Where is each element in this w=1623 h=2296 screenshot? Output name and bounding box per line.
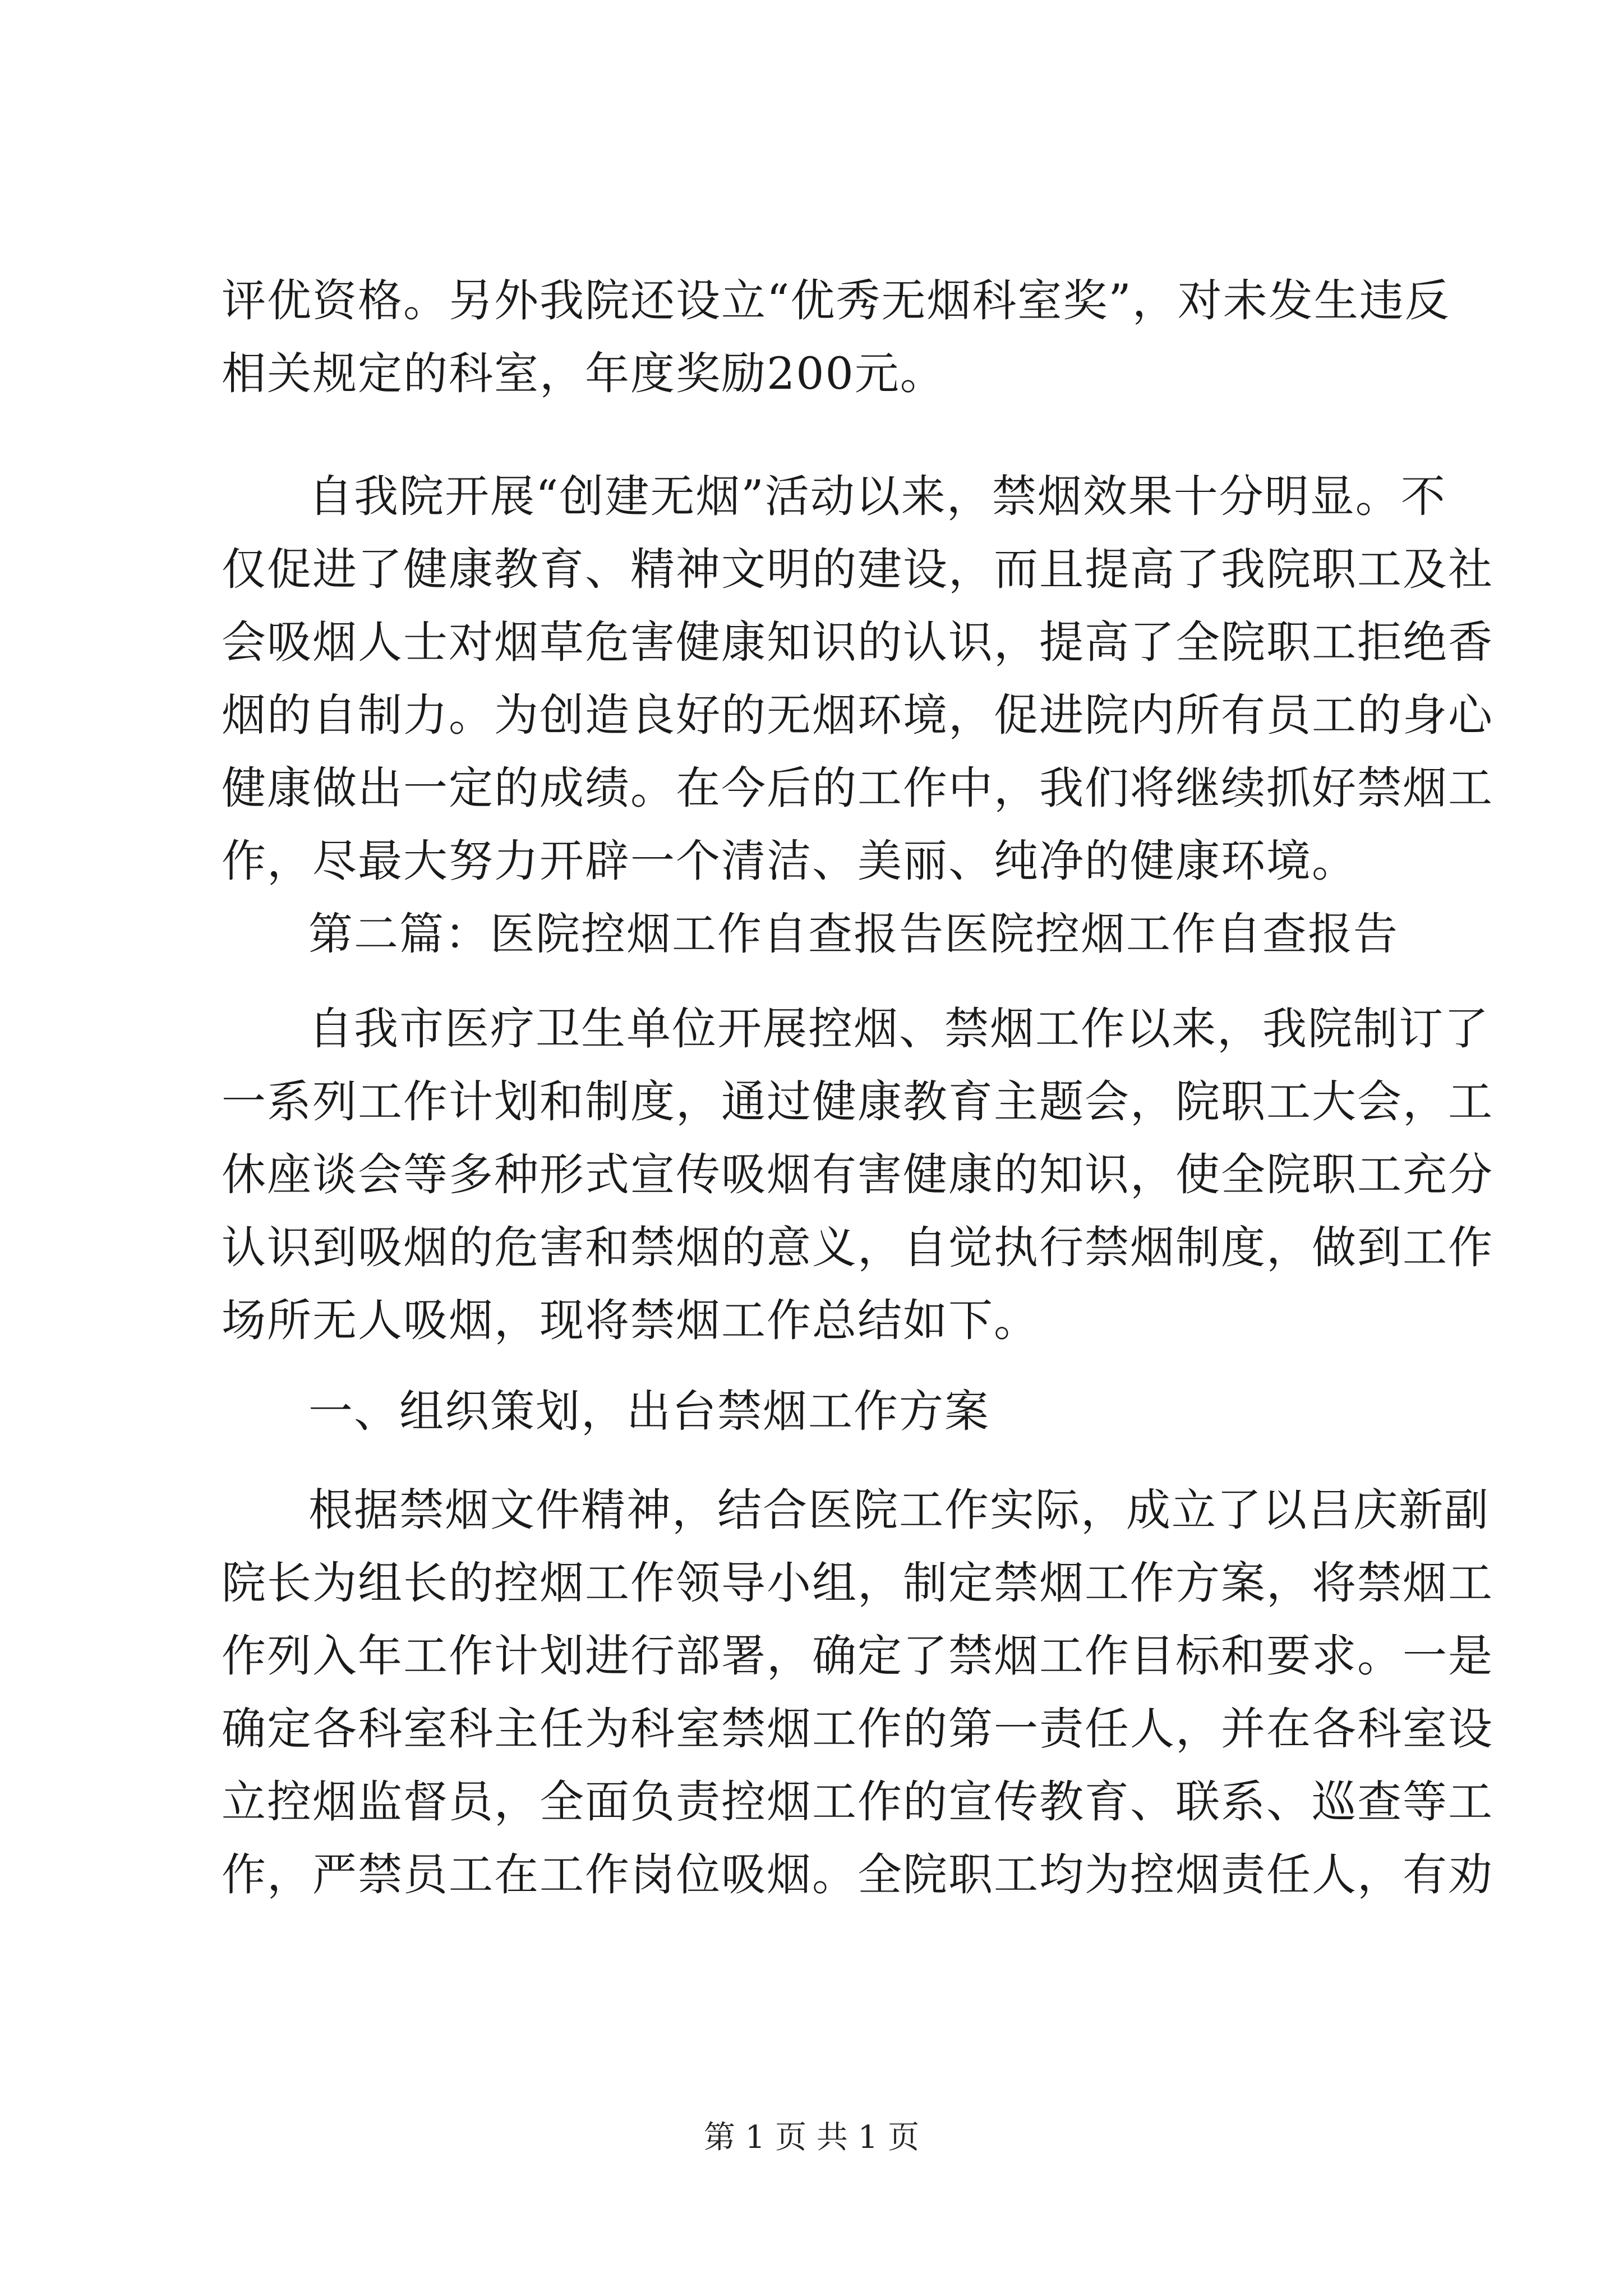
text-line-3: 自我院开展“创建无烟”活动以来，禁烟效果十分明显。不 bbox=[308, 471, 1446, 522]
section-heading: 第二篇：医院控烟工作自查报告医院控烟工作自查报告 bbox=[308, 908, 1399, 960]
page-footer: 第 1 页 共 1 页 bbox=[703, 2119, 920, 2156]
text-line-4: 仅促进了健康教育、精神文明的建设，而且提高了我院职工及社 bbox=[222, 544, 1493, 595]
text-line-10: 自我市医疗卫生单位开展控烟、禁烟工作以来，我院制订了 bbox=[308, 1003, 1490, 1055]
text-line-13: 认识到吸烟的危害和禁烟的意义，自觉执行禁烟制度，做到工作 bbox=[222, 1222, 1493, 1273]
text-line-17: 院长为组长的控烟工作领导小组，制定禁烟工作方案，将禁烟工 bbox=[222, 1557, 1493, 1609]
text-line-21: 作，严禁员工在工作岗位吸烟。全院职工均为控烟责任人，有劝 bbox=[222, 1849, 1493, 1901]
text-line-11: 一系列工作计划和制度，通过健康教育主题会，院职工大会，工 bbox=[222, 1076, 1493, 1128]
text-line-16: 根据禁烟文件精神，结合医院工作实际，成立了以吕庆新副 bbox=[308, 1484, 1490, 1536]
subsection-heading: 一、组织策划，出台禁烟工作方案 bbox=[308, 1386, 990, 1437]
text-line-14: 场所无人吸烟，现将禁烟工作总结如下。 bbox=[222, 1295, 1039, 1346]
text-line-1: 评优资格。另外我院还设立“优秀无烟科室奖”，对未发生违反 bbox=[222, 275, 1450, 326]
text-line-19: 确定各科室科主任为科室禁烟工作的第一责任人，并在各科室设 bbox=[222, 1703, 1493, 1755]
text-line-18: 作列入年工作计划进行部署，确定了禁烟工作目标和要求。一是 bbox=[222, 1630, 1493, 1682]
text-line-6: 烟的自制力。为创造良好的无烟环境，促进院内所有员工的身心 bbox=[222, 689, 1493, 741]
text-line-5: 会吸烟人士对烟草危害健康知识的认识，提高了全院职工拒绝香 bbox=[222, 616, 1493, 668]
text-line-2: 相关规定的科室，年度奖励200元。 bbox=[222, 348, 946, 399]
text-line-7: 健康做出一定的成绩。在今后的工作中，我们将继续抓好禁烟工 bbox=[222, 762, 1493, 814]
text-line-12: 休座谈会等多种形式宣传吸烟有害健康的知识，使全院职工充分 bbox=[222, 1149, 1493, 1200]
text-line-20: 立控烟监督员，全面负责控烟工作的宣传教育、联系、巡查等工 bbox=[222, 1776, 1493, 1828]
text-line-8: 作，尽最大努力开辟一个清洁、美丽、纯净的健康环境。 bbox=[222, 835, 1357, 887]
